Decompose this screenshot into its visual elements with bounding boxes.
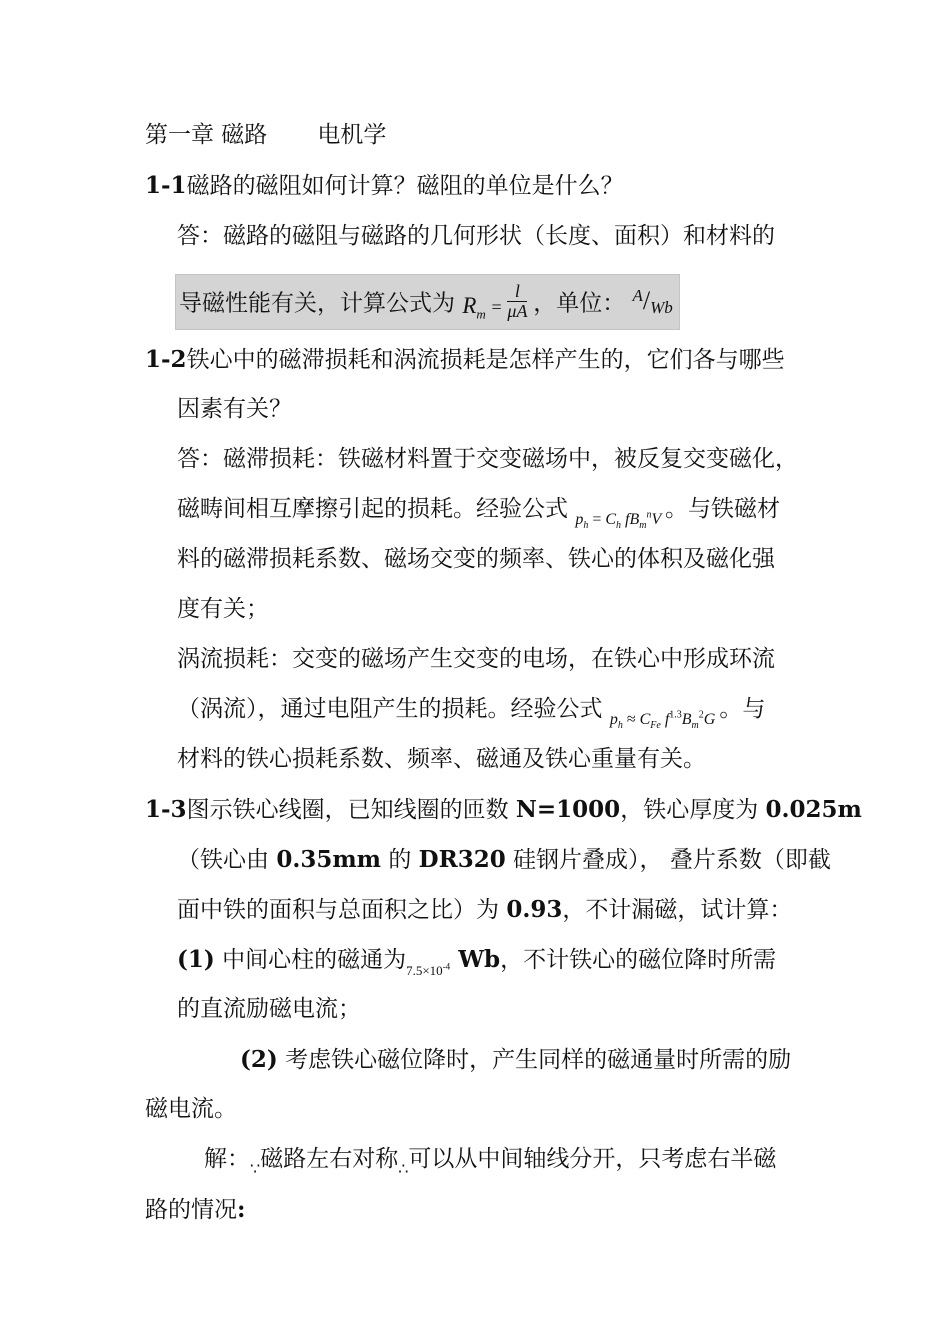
subject-title: 电机学 xyxy=(317,122,387,148)
eddy-line-1: 涡流损耗：交变的磁场产生交变的电场，在铁心中形成环流 xyxy=(177,646,775,672)
because-symbol: ∵ xyxy=(250,1159,261,1178)
solution-line-2: 路的情况: xyxy=(145,1196,246,1223)
question-text: 铁心中的磁滞损耗和涡流损耗是怎样产生的，它们各与哪些 xyxy=(186,347,785,373)
sub-question-1: (1) 中间心柱的磁通为$_{7.5\times 10^{-4}}$ Wb，不计铁心的磁位降时所需 xyxy=(177,946,777,978)
chapter-title: 第一章 磁路 xyxy=(145,122,268,148)
chapter-header xyxy=(145,124,386,147)
question-1-3-line-2: （铁心由 0.35mm 的 DR320 硅钢片叠成）， 叠片系数（即截 xyxy=(177,846,831,873)
unit-label: ，单位： xyxy=(533,290,626,317)
flux-value: 7.5×10-4 xyxy=(406,961,451,978)
hysteresis-line-1: 答：磁滞损耗：铁磁材料置于交变磁场中，被反复交变磁化， xyxy=(177,446,798,472)
answer-formula-line xyxy=(179,281,673,325)
answer-line: 答：磁路的磁阻与磁路的几何形状（长度、面积）和材料的 xyxy=(177,223,775,249)
question-number: 1-2 xyxy=(145,346,187,373)
hysteresis-line-4: 度有关； xyxy=(177,596,269,622)
eddy-line-2: （涡流），通过电阻产生的损耗。经验公式 $_{p_h \approx C_{Fe} f^{1.3}B_m^2G}$ 。与 xyxy=(177,696,766,732)
sub-question-2-cont: 磁电流。 xyxy=(145,1096,237,1122)
question-number: 1-3 xyxy=(145,796,187,823)
question-text: 磁路的磁阻如何计算？磁阻的单位是什么？ xyxy=(186,173,624,199)
answer-text: 导磁性能有关，计算公式为 xyxy=(179,290,455,317)
sub-question-2: (2) 考虑铁心磁位降时，产生同样的磁通量时所需的励 xyxy=(240,1046,792,1073)
question-1-1 xyxy=(145,174,624,198)
eddy-formula: ph ≈ CFe f1.3Bm2G xyxy=(609,709,720,732)
eddy-line-3: 材料的铁心损耗系数、频率、磁通及铁心重量有关。 xyxy=(177,746,706,772)
question-number: 1-1 xyxy=(145,172,187,199)
question-1-3: 1-3图示铁心线圈，已知线圈的匝数 N=1000，铁心厚度为 0.025m xyxy=(145,796,862,823)
hysteresis-formula: ph = Ch fBmnV xyxy=(575,509,665,532)
hysteresis-line-3: 料的磁滞损耗系数、磁场交变的频率、铁心的体积及磁化强 xyxy=(177,546,775,572)
question-text-cont: 因素有关？ xyxy=(177,396,292,422)
hysteresis-line-2: 磁畴间相互摩擦引起的损耗。经验公式 $_{p_h = C_h fB_m^nV}$ 。与铁磁材 xyxy=(177,496,780,532)
reluctance-formula: $R_m$ = $\frac{l}{\mu A}$ xyxy=(462,281,528,322)
solution-line-1: 解：$_\because$磁路左右对称$_\therefore$可以从中间轴线分开，只考虑右半磁 xyxy=(204,1146,777,1178)
reluctance-unit: A/Wb xyxy=(632,285,673,317)
question-1-2 xyxy=(145,348,785,372)
question-1-3-line-3: 面中铁的面积与总面积之比）为 0.93，不计漏磁，试计算： xyxy=(177,896,793,923)
therefore-symbol: ∴ xyxy=(398,1159,409,1178)
sub-question-1-cont: 的直流励磁电流； xyxy=(177,996,361,1022)
